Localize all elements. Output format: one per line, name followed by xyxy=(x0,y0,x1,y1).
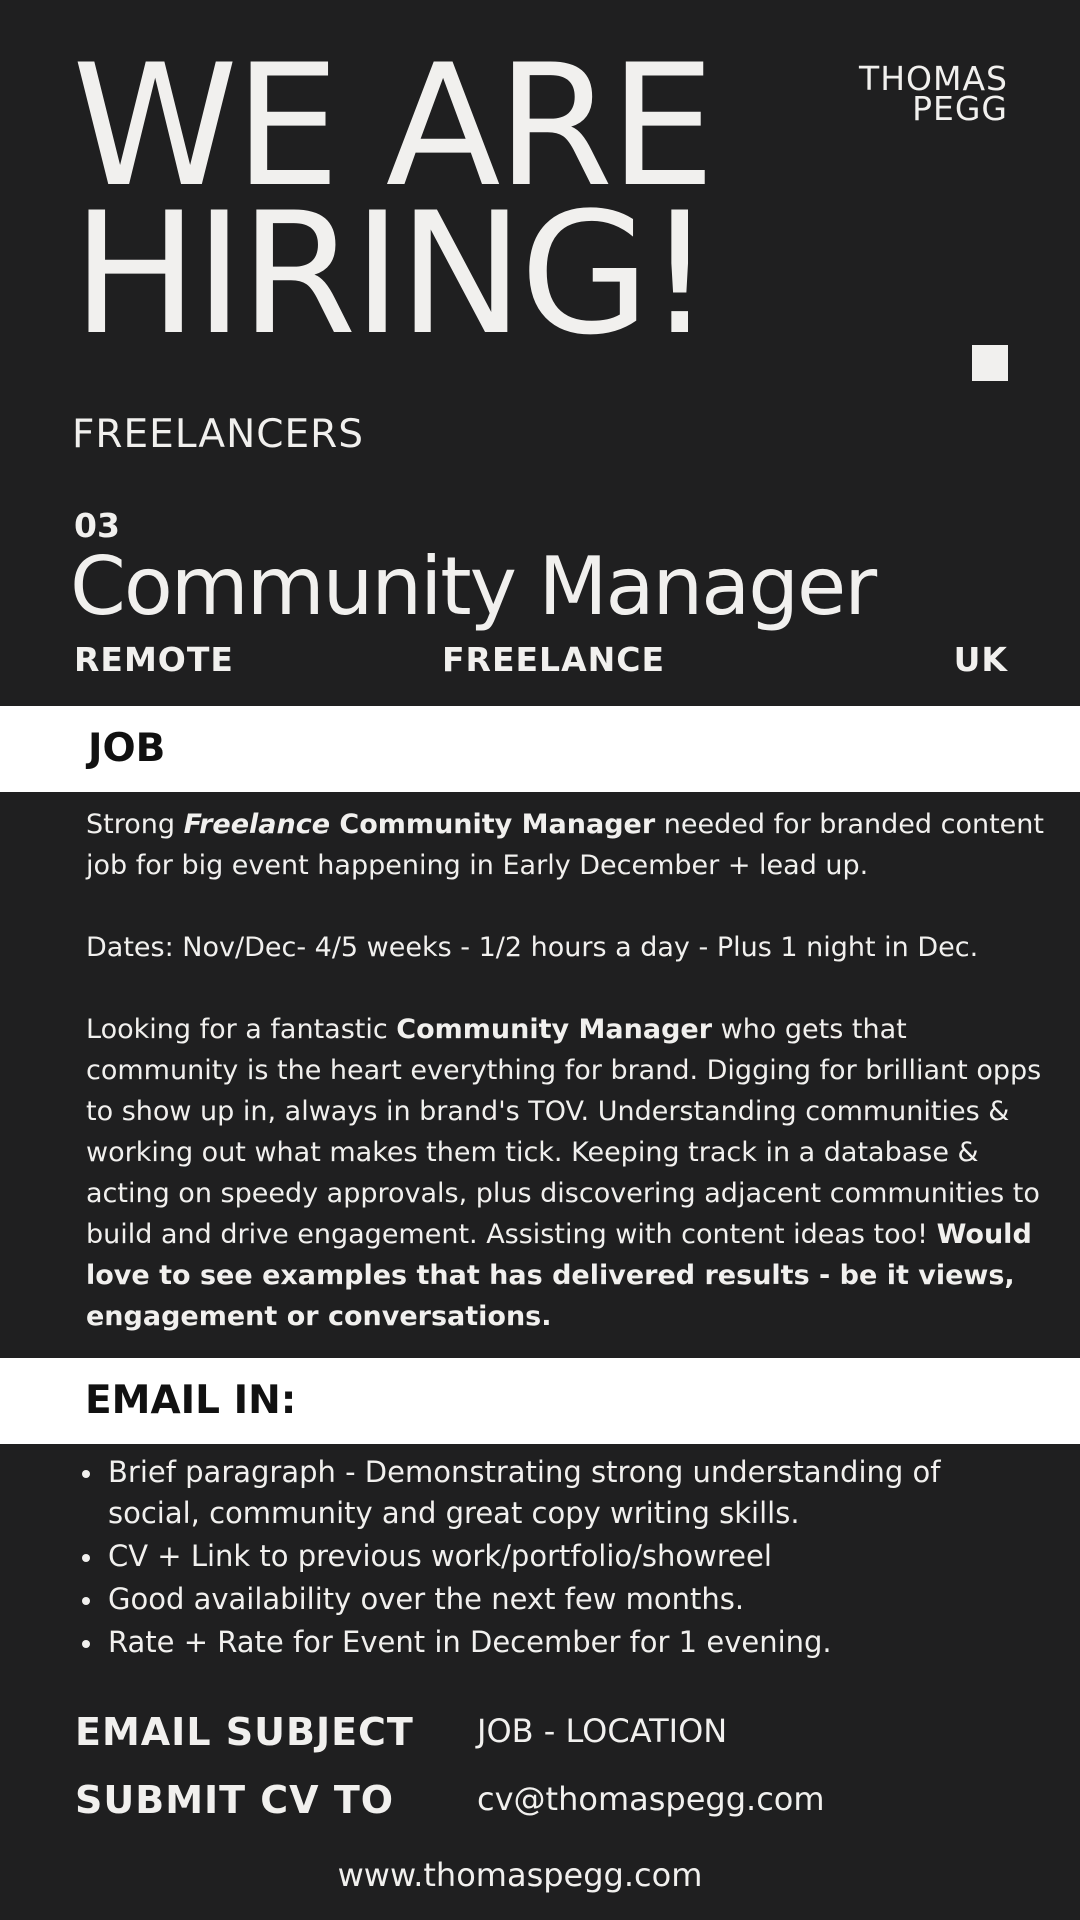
brand-logo xyxy=(859,59,1008,128)
submit-cv-label: SUBMIT CV TO xyxy=(75,1778,395,1822)
brand-line-2: PEGG xyxy=(912,89,1008,128)
bullet-icon xyxy=(82,1554,90,1562)
description-paragraph-1: Strong Freelance Community Manager needed for branded content job for big event happening in Early December + lead up. xyxy=(86,809,1044,881)
bullet-icon xyxy=(82,1470,90,1478)
description-paragraph-2: Dates: Nov/Dec- 4/5 weeks - 1/2 hours a day - Plus 1 night in Dec. xyxy=(86,932,979,963)
submit-cv-row xyxy=(75,1778,1005,1828)
list-item: Brief paragraph - Demonstrating strong understanding of social, community and great copy writing skills. xyxy=(80,1452,1010,1534)
bullet-icon xyxy=(82,1597,90,1605)
emphasis-results: Would love to see examples that has delivered results - be it views, engagement or conversations. xyxy=(86,1219,1032,1332)
decorative-square xyxy=(972,345,1008,381)
job-section-title: JOB xyxy=(88,726,166,771)
headline-line-2: HIRING! xyxy=(72,176,710,372)
email-requirements-list xyxy=(80,1452,1010,1665)
list-item: Good availability over the next few months. xyxy=(80,1579,1010,1620)
description-paragraph-3: Looking for a fantastic Community Manager who gets that community is the heart everything for brand. Digging for brilliant opps to show up in, always in brand's TOV. Understanding communities & working out what makes them tick. Keeping track in a database & acting on speedy approvals, plus discovering adjacent communities to build and drive engagement. Assisting with content ideas too! Would love to see examples that has delivered results - be it views, engagement or conversations. xyxy=(86,1014,1042,1332)
list-item: Rate + Rate for Event in December for 1 evening. xyxy=(80,1622,1010,1663)
tag-country: UK xyxy=(953,640,1008,679)
emphasis-role: Community Manager xyxy=(330,809,656,840)
email-subject-label: EMAIL SUBJECT xyxy=(75,1710,414,1754)
job-tags xyxy=(74,640,1008,682)
emphasis-role-2: Community Manager xyxy=(396,1014,713,1045)
email-section-header xyxy=(0,1358,1080,1444)
job-description xyxy=(86,804,1046,1378)
job-number: 03 xyxy=(74,506,120,545)
category-label: FREELANCERS xyxy=(72,412,365,457)
job-section-header xyxy=(0,706,1080,792)
headline-line-1: WE ARE xyxy=(72,28,712,224)
submit-cv-email[interactable]: cv@thomaspegg.com xyxy=(477,1780,825,1818)
email-section-title: EMAIL IN: xyxy=(85,1378,297,1423)
tag-location-type: REMOTE xyxy=(74,640,234,679)
headline xyxy=(72,28,712,372)
email-subject-row xyxy=(75,1710,1005,1760)
list-item: CV + Link to previous work/portfolio/showreel xyxy=(80,1536,1010,1577)
job-title: Community Manager xyxy=(70,540,876,633)
brand-line-1: THOMAS xyxy=(859,59,1008,98)
bullet-icon xyxy=(82,1640,90,1648)
emphasis-freelance: Freelance xyxy=(183,809,331,840)
website-link[interactable]: www.thomaspegg.com xyxy=(337,1856,703,1894)
tag-employment-type: FREELANCE xyxy=(442,640,665,679)
email-subject-value: JOB - LOCATION xyxy=(477,1712,728,1750)
